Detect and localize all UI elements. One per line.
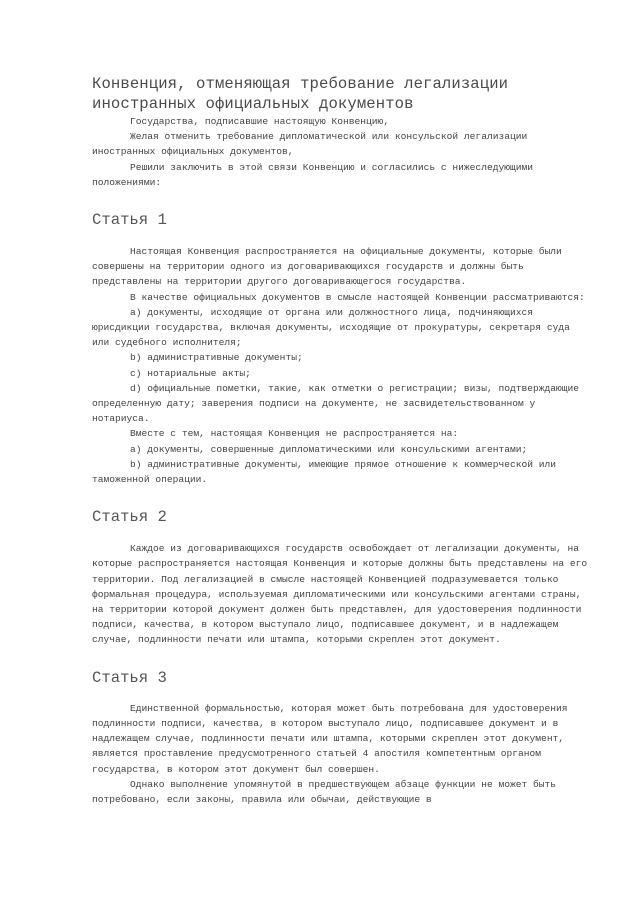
article-list-item: a) документы, совершенные дипломатическими или консульскими агентами; (130, 443, 528, 455)
article-paragraph: Каждое из договаривающихся государств освобождает от легализации документы, на которые распространяется настоящая Конвенция и которые должны быть представлены на его территории. Под легализацией в смысле настоящей Конвенцией подразумевается только формальная процедура, используемая дипломатическими или консульскими агентами страны, на территории которой документ должен быть представлен, для удостоверения подлинности подписи, качества, в котором выступало лицо, подписавшее документ, и в надлежащем случае, подлинности печати или штампа, которыми скреплен этот документ. (92, 543, 588, 646)
article-2 (92, 507, 592, 647)
article-3 (92, 668, 592, 807)
document-page (92, 74, 592, 807)
preamble-paragraph: Решили заключить в этой связи Конвенцию и согласились с нижеследующими положениями: (92, 161, 534, 188)
article-list-item: c) нотариальные акты; (130, 367, 251, 379)
document-title (92, 74, 592, 114)
article-heading: Статья 3 (92, 668, 167, 687)
article-paragraph: Вместе с тем, настоящая Конвенция не распространяется на: (130, 428, 459, 440)
article-list-item: b) административные документы; (130, 352, 303, 364)
title-line-2: иностранных официальных документов (92, 95, 414, 113)
article-1 (92, 210, 592, 487)
article-paragraph: В качестве официальных документов в смысле настоящей Конвенции рассматриваются: (130, 291, 585, 303)
article-heading: Статья 1 (92, 211, 167, 230)
article-paragraph: Однако выполнение упомянутой в предшествующем абзаце функции не может быть потребовано, если законы, правила или обычаи, действующие в (92, 778, 557, 805)
article-paragraph: Единственной формальностью, которая может быть потребована для удостоверения подлинности подписи, качества, в котором выступало лицо, подписавшее документ и в надлежащем случае, подлинности печати или штампа, которыми скреплен этот документ, является проставление предусмотренного статьей 4 апостиля компетентным органом государства, в котором этот документ был совершен. (92, 702, 568, 775)
article-paragraph: Настоящая Конвенция распространяется на официальные документы, которые были совершены на территории одного из договаривающихся государств и должны быть представлены на территории другого договаривающегося государства. (92, 246, 562, 288)
article-list-item: d) официальные пометки, такие, как отметки о регистрации; визы, подтверждающие определенную дату; заверения подписи на документе, не засвидетельствованном у нотариуса. (92, 382, 580, 425)
article-list-item: a) документы, исходящие от органа или должностного лица, подчиняющихся юрисдикции государства, включая документы, исходящие от прокуратуры, секретаря суда или судебного исполнителя; (92, 306, 570, 349)
article-list-item: b) административные документы, имеющие прямое отношение к коммерческой или таможенной операции. (92, 458, 557, 486)
title-line-1: Конвенция, отменяющая требование легализации (92, 75, 509, 93)
preamble-paragraph: Государства, подписавшие настоящую Конвенцию, (130, 116, 390, 127)
preamble (92, 114, 592, 190)
article-heading: Статья 2 (92, 508, 167, 527)
preamble-paragraph: Желая отменить требование дипломатической или консульской легализации иностранных официальных документов, (92, 131, 528, 158)
